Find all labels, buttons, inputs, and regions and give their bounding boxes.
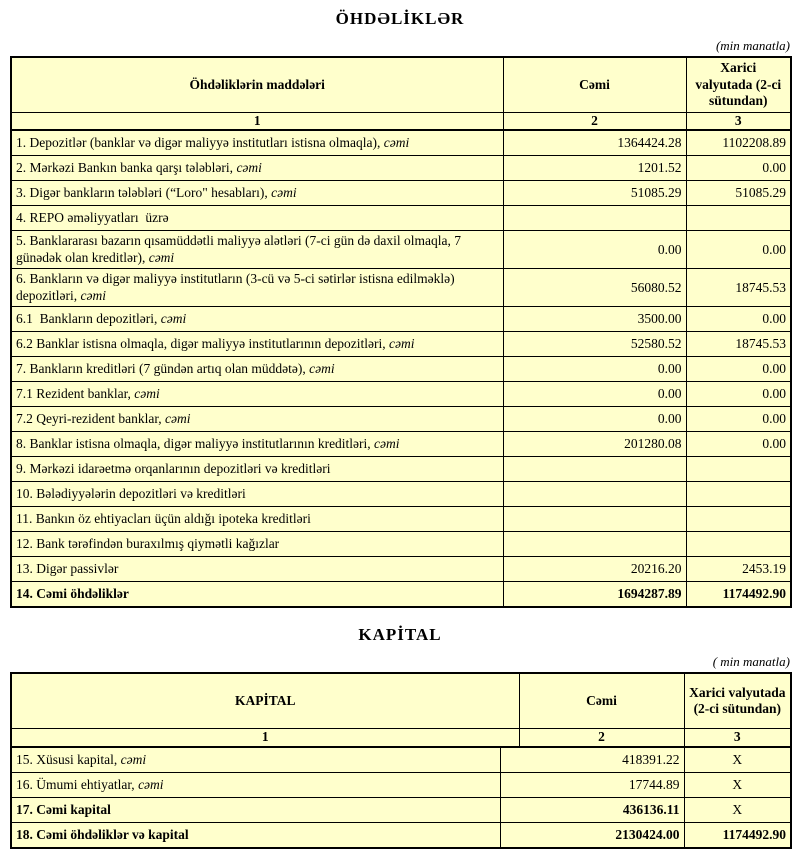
row-total: 0.00 [503,357,686,382]
table-row [11,332,791,357]
row-foreign: 1174492.90 [686,582,791,608]
table-row [11,269,791,307]
row-label-suffix: cəmi [134,386,160,402]
row-label [11,357,503,382]
liabilities-table [10,56,792,608]
row-label-text: 3. Digər bankların tələbləri (“Loro" hesabları), [16,185,272,201]
row-label [11,532,503,557]
row-total: 1694287.89 [503,582,686,608]
row-foreign: 0.00 [686,407,791,432]
row-total: 418391.22 [500,747,684,773]
row-foreign: 18745.53 [686,332,791,357]
table-row [11,772,791,797]
row-total: 20216.20 [503,557,686,582]
row-label-text: 6.1 Bankların depozitləri, [16,311,161,327]
row-label [11,307,503,332]
table-row [11,206,791,231]
row-foreign [686,457,791,482]
row-label-text: 1. Depozitlər (banklar və digər maliyyə institutları istisna olmaqla), [16,135,384,151]
row-label-text: 17. Cəmi kapital [16,801,111,817]
row-label [11,130,503,156]
col-number: 1 [11,729,519,747]
row-label-suffix: cəmi [148,249,175,265]
column-number-row [11,729,791,747]
row-label-text: 6.2 Banklar istisna olmaqla, digər maliyyə institutlarının depozitləri, [16,336,390,352]
col-number: 2 [519,729,684,747]
row-foreign [686,206,791,231]
table-row [11,457,791,482]
header-items: Öhdəliklərin maddələri [11,57,503,113]
row-label [11,407,503,432]
column-number-row [11,113,791,131]
row-label-suffix: cəmi [138,776,164,792]
row-total: 201280.08 [503,432,686,457]
row-foreign: 0.00 [686,231,791,269]
row-label-text: 7.1 Rezident banklar, [16,386,135,402]
row-total [503,532,686,557]
row-label [11,822,500,848]
row-label-text: 18. Cəmi öhdəliklər və kapital [16,826,189,842]
row-label [11,582,503,608]
table-row [11,181,791,206]
table-row [11,407,791,432]
row-label [11,797,500,822]
unit-note-capital: ( min manatla) [712,654,790,670]
row-label-suffix: cəmi [236,160,262,176]
total-liabilities-row [11,582,791,608]
row-label [11,557,503,582]
total-capital-row [11,797,791,822]
row-label [11,332,503,357]
row-label-text: 7.2 Qeyri-rezident banklar, [16,411,166,427]
row-total [503,507,686,532]
row-total: 56080.52 [503,269,686,307]
row-foreign: 0.00 [686,156,791,181]
row-total: 52580.52 [503,332,686,357]
row-total: 1201.52 [503,156,686,181]
unit-note-liabilities: (min manatla) [715,38,790,53]
row-total: 0.00 [503,407,686,432]
table-row [11,307,791,332]
section-title-capital: KAPİTAL [358,625,442,645]
row-label-suffix: cəmi [374,436,400,452]
row-foreign: 2453.19 [686,557,791,582]
table-row [11,156,791,181]
total-liabilities-and-capital-row [11,822,791,848]
row-foreign: 0.00 [686,307,791,332]
row-foreign: X [684,747,791,773]
header-total: Cəmi [503,57,686,113]
table-row [11,557,791,582]
row-label-text: 2. Mərkəzi Bankın banka qarşı tələbləri, [16,160,237,176]
row-label [11,772,500,797]
table-row [11,432,791,457]
row-foreign: 18745.53 [686,269,791,307]
row-label-text: 12. Bank tərəfindən buraxılmış qiymətli kağızlar [16,536,280,552]
row-foreign: 1102208.89 [686,130,791,156]
row-label-suffix: cəmi [80,287,106,303]
row-label [11,482,503,507]
row-label [11,432,503,457]
row-label [11,269,503,307]
row-foreign: 0.00 [686,357,791,382]
table-row [11,231,791,269]
row-label [11,156,503,181]
row-label-text: 16. Ümumi ehtiyatlar, [16,776,139,792]
row-total: 3500.00 [503,307,686,332]
row-label-text: 13. Digər passivlər [16,561,119,577]
header-foreign: Xarici valyutada (2-ci sütundan) [684,673,791,729]
row-foreign: X [684,797,791,822]
row-foreign [686,532,791,557]
row-foreign: 0.00 [686,432,791,457]
row-label-suffix: cəmi [389,336,415,352]
table-row [11,532,791,557]
row-total: 51085.29 [503,181,686,206]
table-row [11,482,791,507]
row-total: 17744.89 [500,772,684,797]
row-label-suffix: cəmi [383,135,410,151]
row-foreign [686,507,791,532]
row-label [11,457,503,482]
row-label [11,747,500,773]
row-label [11,181,503,206]
row-total [503,482,686,507]
header-total: Cəmi [519,673,684,729]
table-row [11,382,791,407]
row-foreign [686,482,791,507]
row-label-suffix: cəmi [165,411,191,427]
table-row [11,747,791,773]
row-label-text: 9. Mərkəzi idarəetmə orqanlarının depozitləri və kreditləri [16,461,331,477]
row-label-text: 14. Cəmi öhdəliklər [16,586,129,602]
row-label-suffix: cəmi [120,751,147,767]
col-number: 3 [684,729,791,747]
row-label-suffix: cəmi [309,361,335,377]
row-total [503,206,686,231]
table-row [11,507,791,532]
row-label-text: 6. Bankların və digər maliyyə institutların (3-cü və 5-ci sətirlər istisna edilməklə) depozitləri, [16,271,455,303]
row-total: 2130424.00 [500,822,684,848]
row-label-suffix: cəmi [160,311,187,327]
row-label [11,507,503,532]
row-label-text: 11. Bankın öz ehtiyacları üçün aldığı ipoteka kreditləri [16,511,311,527]
row-label-text: 5. Banklararası bazarın qısamüddətli maliyyə alətləri (7-ci gün də daxil olmaqla, 7 günədək olan kreditlər), [16,233,461,265]
header-items: KAPİTAL [11,673,519,729]
table-row [11,357,791,382]
row-total: 1364424.28 [503,130,686,156]
row-foreign: 51085.29 [686,181,791,206]
row-label-text: 7. Bankların kreditləri (7 gündən artıq olan müddətə), [16,361,310,377]
financial-report-page [0,9,800,842]
liabilities-header-row [11,57,791,113]
row-total: 0.00 [503,382,686,407]
row-foreign: 0.00 [686,382,791,407]
row-label [11,206,503,231]
row-label-text: 4. REPO əməliyyatları üzrə [16,210,169,226]
row-total [503,457,686,482]
row-foreign: X [684,772,791,797]
row-label-text: 10. Bələdiyyələrin depozitləri və kreditləri [16,486,246,502]
row-label-text: 15. Xüsusi kapital, [16,751,121,767]
section-title-liabilities: ÖHDƏLİKLƏR [335,9,465,28]
row-total: 436136.11 [500,797,684,822]
header-foreign: Xarici valyutada (2-ci sütundan) [686,57,791,113]
row-label-text: 8. Banklar istisna olmaqla, digər maliyyə institutlarının kreditləri, [16,436,375,452]
table-row [11,130,791,156]
row-label [11,382,503,407]
col-number: 3 [686,113,791,131]
capital-table [10,672,792,848]
row-label-suffix: cəmi [271,185,297,201]
col-number: 1 [11,113,503,131]
row-label [11,231,503,269]
row-total: 0.00 [503,231,686,269]
capital-header-row [11,673,791,729]
col-number: 2 [503,113,686,131]
row-foreign: 1174492.90 [684,822,791,848]
